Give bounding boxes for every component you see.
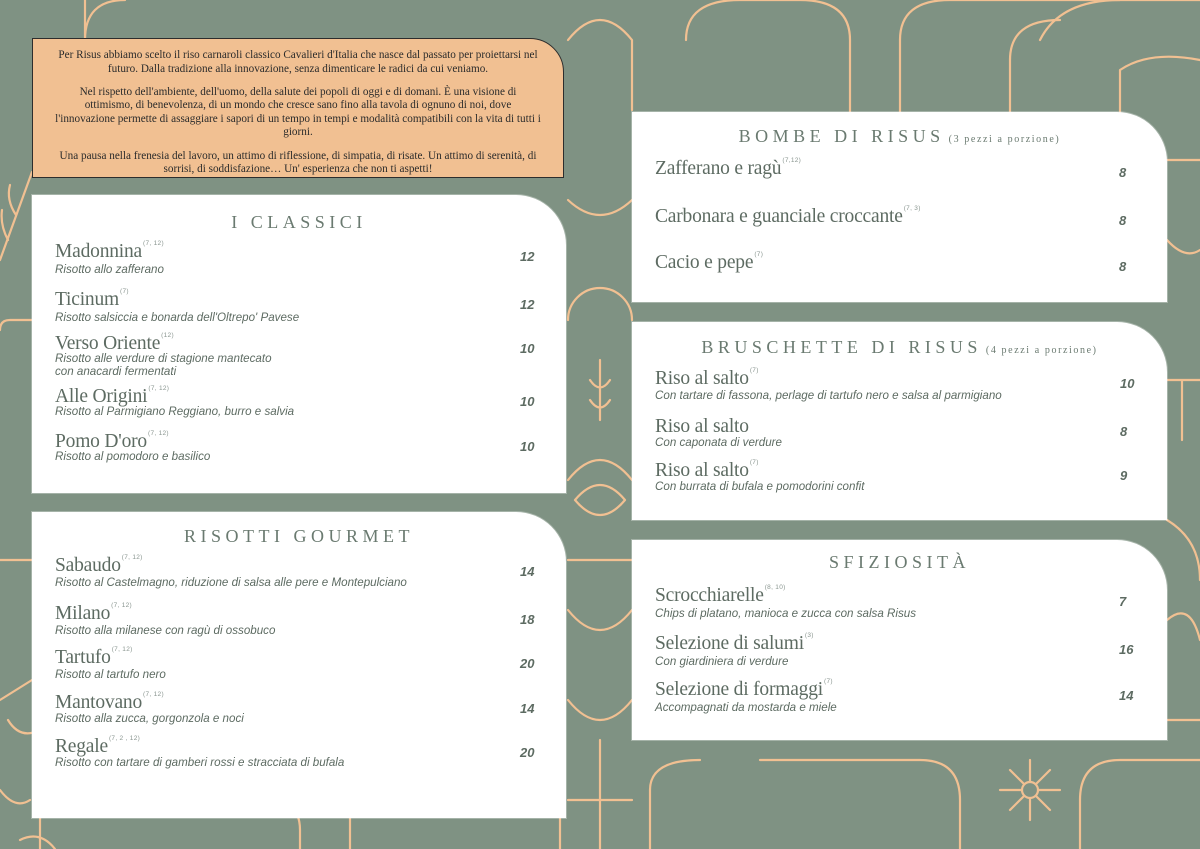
intro-box xyxy=(32,38,564,178)
section-bombe xyxy=(632,112,1167,302)
item-description: Con tartare di fassona, perlage di tartufo nero e salsa al parmigiano xyxy=(655,389,1002,402)
item-description: Risotto alla zucca, gorgonzola e noci xyxy=(55,712,244,725)
item-price: 20 xyxy=(520,745,535,760)
item-price: 16 xyxy=(1119,642,1134,657)
allergens: (7, 12) xyxy=(111,602,133,609)
allergens: (7, 12) xyxy=(143,691,164,698)
item-price: 14 xyxy=(520,701,535,716)
item-price: 8 xyxy=(1119,165,1127,180)
allergens: (7) xyxy=(754,251,764,258)
item-price: 18 xyxy=(520,612,535,627)
section-title: BOMBE DI RISUS (3 pezzi a porzione) xyxy=(738,126,1061,146)
item-price: 20 xyxy=(520,656,535,671)
allergens: (7) xyxy=(749,367,759,374)
item-description: Risotto alle verdure di stagione mantecato xyxy=(55,352,272,365)
allergens: (3) xyxy=(804,632,814,639)
item-name: Zafferano e ragù xyxy=(655,158,782,179)
item-description: Risotto al Parmigiano Reggiano, burro e salvia xyxy=(55,405,295,418)
item-price: 10 xyxy=(520,341,535,356)
item-name: Mantovano xyxy=(55,692,143,713)
item-price: 8 xyxy=(1119,259,1127,274)
allergens: (7, 12) xyxy=(147,430,169,437)
allergens: (7,12) xyxy=(782,157,802,164)
item-description: Risotto salsiccia e bonarda dell'Oltrepo' Pavese xyxy=(55,311,300,324)
allergens: (7) xyxy=(749,459,759,466)
item-name: Cacio e pepe xyxy=(655,252,754,273)
item-name: Selezione di formaggi xyxy=(655,679,823,700)
item-description: Con burrata di bufala e pomodorini confit xyxy=(655,480,865,493)
allergens: (7, 12) xyxy=(148,385,170,392)
item-price: 14 xyxy=(520,564,535,579)
section-gourmet xyxy=(32,512,566,818)
intro-paragraph: Nel rispetto dell'ambiente, dell'uomo, della salute dei popoli di oggi e di domani. È una visione di ottimismo, di benevolenza, di un mondo che cresce sano fino alla tavola di ognuno di noi, dove l'innovazione permette di assaggiare i sapori di un tempo in tempi e modalità compatibili con la vita di tutti i giorni. xyxy=(55,85,541,139)
item-description: Risotto con tartare di gamberi rossi e stracciata di bufala xyxy=(55,756,345,769)
item-price: 8 xyxy=(1119,213,1127,228)
arch-ornament xyxy=(85,0,125,40)
item-description: Chips di platano, manioca e zucca con salsa Risus xyxy=(655,607,916,620)
allergens: (7) xyxy=(824,678,833,685)
allergens: (7, 12) xyxy=(121,554,143,561)
section-sfiziosita xyxy=(632,540,1167,740)
center-circle-ornament xyxy=(568,288,632,320)
item-name: Tartufo xyxy=(55,647,111,668)
item-name: Selezione di salumi xyxy=(655,633,804,654)
item-price: 8 xyxy=(1120,424,1128,439)
item-name: Milano xyxy=(55,603,111,624)
item-price: 7 xyxy=(1119,594,1127,609)
allergens: (7, 3) xyxy=(903,205,921,212)
item-price: 12 xyxy=(520,249,535,264)
item-description: Con giardiniera di verdure xyxy=(655,655,789,668)
flower-ornament xyxy=(1000,760,1060,820)
intro-paragraph: Per Risus abbiamo scelto il riso carnaroli classico Cavalieri d'Italia che nasce dal passato per proiettarsi nel futuro. Dalla tradizione alla innovazione, senza dimenticare le radici da cui veniamo. xyxy=(58,49,538,75)
section-subtitle: (3 pezzi a porzione) xyxy=(948,134,1061,145)
allergens: (8, 10) xyxy=(764,584,786,591)
item-name: Pomo D'oro xyxy=(55,431,147,452)
allergens: (7, 12) xyxy=(143,240,164,247)
item-name: Riso al salto xyxy=(655,416,749,437)
item-name: Alle Origini xyxy=(55,386,148,407)
allergens: (7, 2 , 12) xyxy=(108,735,141,742)
item-name: Madonnina xyxy=(55,241,143,262)
item-description: Risotto al pomodoro e basilico xyxy=(55,450,211,463)
item-description: Risotto allo zafferano xyxy=(55,263,164,276)
section-title: SFIZIOSITÀ xyxy=(828,552,970,572)
intro-paragraph: Una pausa nella frenesia del lavoro, un attimo di riflessione, di simpatia, di risate. Un attimo di serenità, di sorrisi, di soddisfazione… Un' esperienza che non ti aspetti! xyxy=(59,149,537,176)
wheat-center-ornament xyxy=(590,360,610,420)
item-price: 10 xyxy=(1120,376,1135,391)
item-description: Accompagnati da mostarda e miele xyxy=(655,701,837,714)
allergens: (7) xyxy=(119,288,129,295)
item-price: 9 xyxy=(1120,468,1128,483)
arch-ornament xyxy=(0,320,32,330)
allergens: (12) xyxy=(161,332,174,339)
top-arch-ornament xyxy=(686,0,850,112)
allergens: (7, 12) xyxy=(111,646,133,653)
item-description: Risotto al Castelmagno, riduzione di salsa alle pere e Montepulciano xyxy=(55,576,407,589)
item-price: 10 xyxy=(520,394,535,409)
item-name: Regale xyxy=(55,736,108,757)
item-name: Riso al salto xyxy=(655,460,749,481)
section-classici xyxy=(32,195,566,493)
section-title: RISOTTI GOURMET xyxy=(184,526,414,546)
item-name: Scrocchiarelle xyxy=(655,585,764,606)
item-name: Carbonara e guanciale croccante xyxy=(655,206,903,227)
section-bruschette xyxy=(632,322,1167,520)
section-title: I CLASSICI xyxy=(231,212,367,232)
item-name: Verso Oriente xyxy=(55,333,161,354)
item-price: 12 xyxy=(520,297,535,312)
item-name: Riso al salto xyxy=(655,368,749,389)
center-arch-ornament xyxy=(568,20,632,110)
item-description: Risotto al tartufo nero xyxy=(55,668,166,681)
section-title: BRUSCHETTE DI RISUS (4 pezzi a porzione) xyxy=(701,337,1098,357)
item-price: 10 xyxy=(520,439,535,454)
item-description: Risotto alla milanese con ragù di ossobuco xyxy=(55,624,276,637)
section-subtitle: (4 pezzi a porzione) xyxy=(985,345,1098,356)
item-price: 14 xyxy=(1119,688,1134,703)
item-name: Ticinum xyxy=(55,289,119,310)
item-description: Con caponata di verdure xyxy=(655,436,782,449)
item-description-line2: con anacardi fermentati xyxy=(55,365,177,378)
item-name: Sabaudo xyxy=(55,555,121,576)
